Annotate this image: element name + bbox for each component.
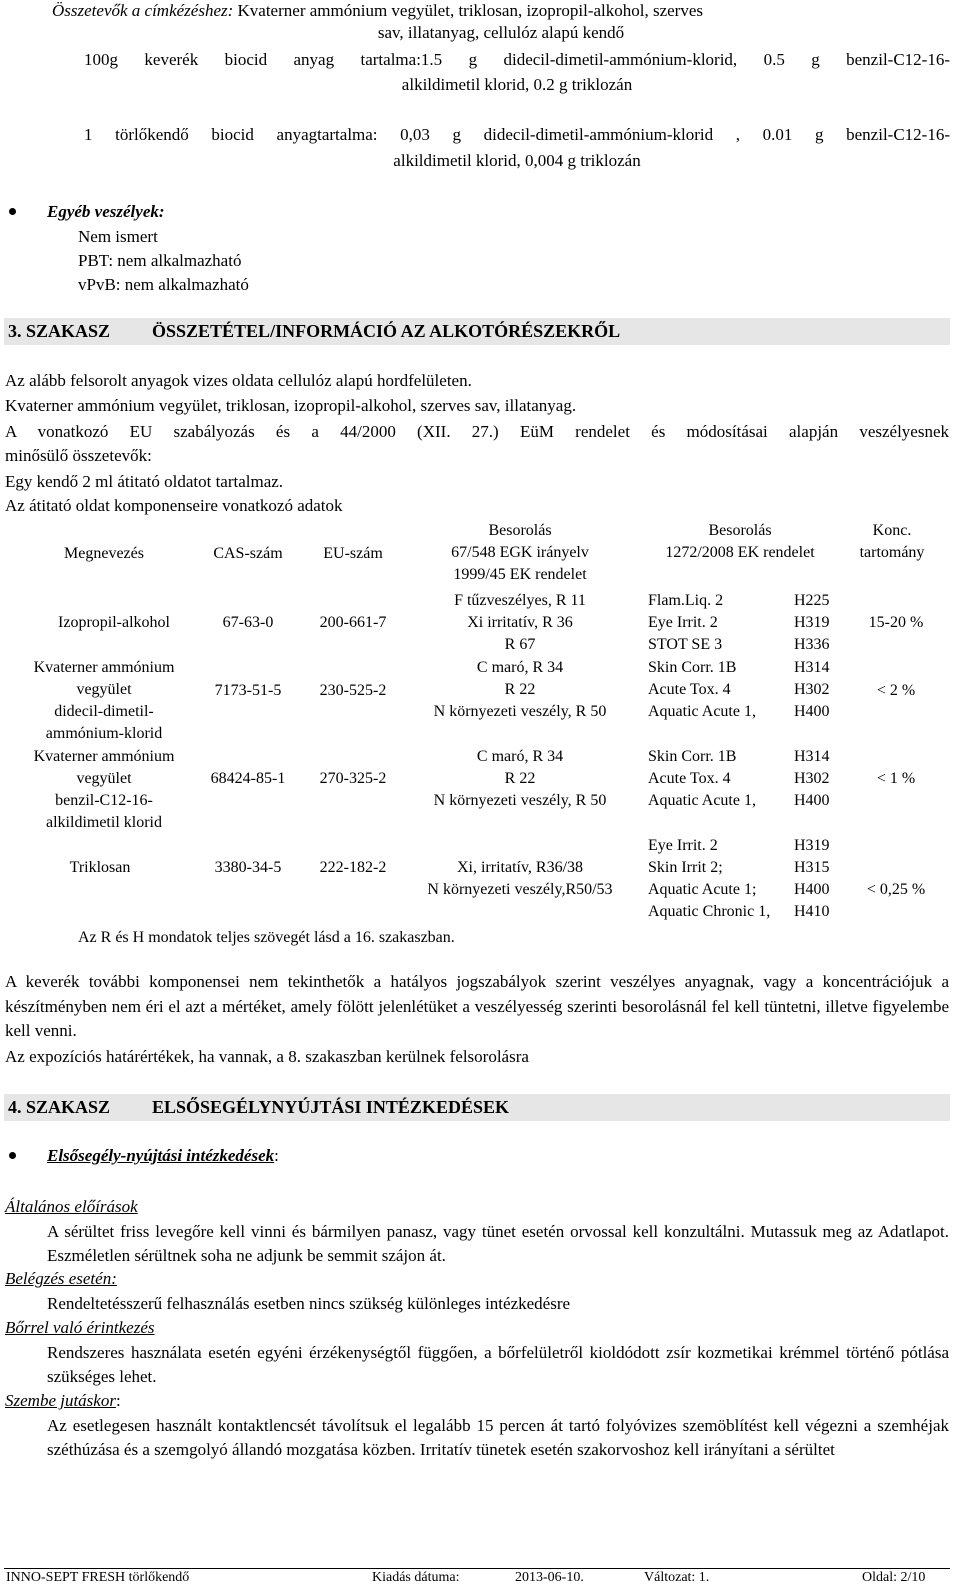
general-heading: Általános előírások [5,1197,138,1216]
eye-text: Az esetlegesen használt kontaktlencsét távolítsuk el legalább 15 percen át tartó folyóvizes szemöblítést kell végezni a szemhéjak széthúzása és a szemgolyó állandó mozgatása közben. Irritatív tünetek esetén szakorvoshoz kell irányítani a sérültet [47,1416,949,1459]
table-header-eu: EU-szám [323,545,383,562]
row-class1: C maró, R 34 R 22 N környezeti veszély, R 50 [433,748,607,809]
first-aid-measures-colon: : [274,1146,279,1165]
row-name: Triklosan [69,859,131,876]
skin-text: Rendszeres használata esetén egyéni érzékenységtől függően, a bőrfelületről kioldódott zsír kozmetikai krémmel történő pótlása szükséges lehet. [47,1343,949,1386]
table-header-name: Megnevezés [64,545,144,562]
section3-p3-line2: minősülő összetevők: [5,446,152,465]
footer-issue-date: 2013-06-10. [515,1570,584,1585]
eye-heading [5,1389,121,1412]
section3-title: ÖSSZETÉTEL/INFORMÁCIÓ AZ ALKOTÓRÉSZEKRŐL [152,321,621,341]
table-header-class1: Besorolás 67/548 EGK irányelv 1999/45 EK rendelet [451,522,589,583]
row-class2: Eye Irrit. 2 Skin Irrit 2; Aquatic Acute 1; Aquatic Chronic 1, [648,837,771,920]
section3-p5: Az átitató oldat komponenseire vonatkozó adatok [5,496,343,515]
section3-p7: Az expozíciós határértékek, ha vannak, a 8. szakaszban kerülnek felsorolásra [5,1047,529,1066]
section3-header [4,318,950,345]
table-header-class2: Besorolás 1272/2008 EK rendelet [665,522,815,561]
composition-label-prefix: Összetevők a címkézéshez: [52,1,234,20]
row-hcodes: H314 H302 H400 [794,659,830,720]
page-footer [4,1568,950,1585]
section3-p4: Egy kendő 2 ml átitató oldatot tartalmaz. [5,472,284,491]
section4-title: ELSŐSEGÉLYNYÚJTÁSI INTÉZKEDÉSEK [152,1097,509,1117]
row-eu: 230-525-2 [319,682,387,699]
skin-heading: Bőrrel való érintkezés [5,1318,155,1337]
row-eu: 200-661-7 [319,614,387,631]
inhalation-text: Rendeltetésszerű felhasználás esetben nincs szükség különleges intézkedésre [47,1294,571,1313]
table-header-cas: CAS-szám [213,545,283,562]
composition-mix-line2: alkildimetil klorid, 0.2 g triklozán [401,75,633,94]
row-conc: < 0,25 % [866,881,926,898]
composition-label-line1 [52,0,952,22]
inhalation-heading: Belégzés esetén: [5,1269,117,1288]
footer-page: Oldal: 2/10 [862,1570,926,1585]
row-cas: 68424-85-1 [210,770,286,787]
first-aid-measures-label: Elsősegély-nyújtási intézkedések [47,1146,275,1165]
row-class1: C maró, R 34 R 22 N környezeti veszély, R 50 [433,659,607,720]
row-cas: 67-63-0 [222,614,274,631]
bullet-icon [9,1152,16,1159]
section3-p6: A keverék további komponensei nem tekinthetők a hatályos jogszabályok szerint veszélyes anyagnak, vagy a koncentrációjuk a készítményben nem éri el azt a mértéket, amely fölött jelenlétüket a veszélyesség szerinti besorolásnál fel kell tüntetni, illetve figyelembe kell venni. [5,972,949,1040]
row-eu: 270-325-2 [319,770,387,787]
row-hcodes: H225 H319 H336 [794,592,830,653]
first-aid-measures-heading [47,1144,279,1167]
table-note: Az R és H mondatok teljes szövegét lásd a 16. szakaszban. [78,929,455,946]
composition-wipe-line2: alkildimetil klorid, 0,004 g triklozán [393,151,641,170]
row-cas: 7173-51-5 [214,682,282,699]
section4-header [4,1094,950,1121]
other-hazards-heading: Egyéb veszélyek: [47,202,165,221]
row-name: Kvaterner ammónium vegyület didecil-dimetil- ammónium-klorid [33,659,175,742]
row-conc: < 1 % [876,770,916,787]
row-class1: F tűzveszélyes, R 11 Xi irritatív, R 36 R 67 [454,592,586,653]
footer-issue-label: Kiadás dátuma: [372,1570,460,1585]
row-name: Izopropil-alkohol [58,614,170,631]
row-conc: 15-20 % [868,614,924,631]
section4-number: 4. SZAKASZ [8,1097,111,1117]
other-hazards-line3: vPvB: nem alkalmazható [78,275,249,294]
row-class1: Xi, irritatív, R36/38 N környezeti veszély,R50/53 [427,859,613,898]
section3-p2: Kvaterner ammónium vegyület, triklosan, izopropil-alkohol, szerves sav, illatanyag. [5,396,577,415]
row-name: Kvaterner ammónium vegyület benzil-C12-16- alkildimetil klorid [33,748,175,831]
composition-label-line2: sav, illatanyag, cellulóz alapú kendő [377,23,625,42]
composition-mix-line1: 100g keverék biocid anyag tartalma:1.5 g didecil-dimetil-ammónium-klorid, 0.5 g benzil-C12-16- [84,50,950,69]
other-hazards-line1: Nem ismert [78,227,158,246]
row-class2: Skin Corr. 1B Acute Tox. 4 Aquatic Acute 1, [648,748,756,809]
eye-heading-colon: : [115,1391,121,1410]
section3-p1: Az alább felsorolt anyagok vizes oldata cellulóz alapú hordfelületen. [5,371,472,390]
section3-p3-line1: A vonatkozó EU szabályozás és a 44/2000 (XII. 27.) EüM rendelet és módosításai alapján veszélyesnek [5,422,949,441]
footer-product: INNO-SEPT FRESH törlőkendő [6,1570,190,1585]
row-conc: < 2 % [876,682,916,699]
row-hcodes: H319 H315 H400 H410 [794,837,830,920]
row-class2: Skin Corr. 1B Acute Tox. 4 Aquatic Acute 1, [648,659,756,720]
table-header-conc: Konc. tartomány [859,522,925,561]
bullet-icon [9,208,16,215]
row-hcodes: H314 H302 H400 [794,748,830,809]
general-text: A sérültet friss levegőre kell vinni és bármilyen panasz, vagy tünet esetén orvossal kell konzultálni. Mutassuk meg az Adatlapot. Eszméletlen sérültnek soha ne adjunk be semmit szájon át. [47,1222,949,1265]
row-eu: 222-182-2 [319,859,387,876]
eye-heading-label: Szembe jutáskor [5,1391,116,1410]
composition-label-text: Kvaterner ammónium vegyület, triklosan, izopropil-alkohol, szerves [233,1,703,20]
row-class2: Flam.Liq. 2 Eye Irrit. 2 STOT SE 3 [648,592,724,653]
section3-number: 3. SZAKASZ [8,321,111,341]
other-hazards-line2: PBT: nem alkalmazható [78,251,242,270]
composition-wipe-line1: 1 törlőkendő biocid anyagtartalma: 0,03 g didecil-dimetil-ammónium-klorid , 0.01 g benzil-C12-16- [84,125,950,144]
footer-version: Változat: 1. [644,1570,710,1585]
row-cas: 3380-34-5 [214,859,282,876]
